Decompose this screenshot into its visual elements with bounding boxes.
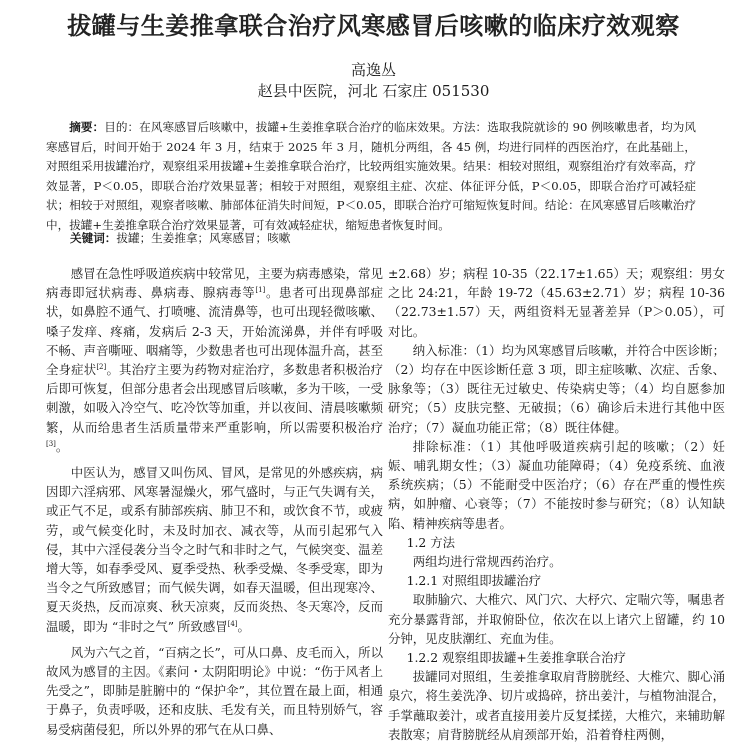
citation: [3] [46,439,56,448]
paragraph: 中医认为，感冒又叫伤风、冒风，是常见的外感疾病，病因即六淫病邪、风寒暑湿燥火，邪气盛时，与正气失调有关，或正气不足，或系有肺部疾病、肺卫不和，或饮食不节，或疲劳，或气候变化时，未及时加衣、减衣等，从而引起邪气入侵，其中六淫侵袭分当令之时气和非时之气，气候突变、温差增大等，如春季受风、夏季受热、秋季受燥、冬季受寒，即为当令之气所致感冒；而气候失调，如春天温暖，但出现寒冷、夏天炎热，反而凉爽、秋天凉爽，反而炎热、冬天寒冷，反而温暖，即为 “非时之气” 所致感冒[4]。 [46,465,383,634]
abstract-text: 目的：在风寒感冒后咳嗽中，拔罐+生姜推拿联合治疗的临床效果。方法：选取我院就诊的 90 例咳嗽患者，均为风寒感冒后，时间开始于 2024 年 3 月，结束于 2025 年 3 月，随机分两组，各 45 例，均进行同样的西医治疗，在此基础上，对照组采用拔罐治疗，观察组采用拔罐+生姜推拿联合治疗，比较两组实施效果。结果：相较对照组，观察组治疗有效率高，疗效显著，P＜0.05，即联合治疗效果显著；相较于对照组，观察组主症、次症、体征评分低，P＜0.05，即联合治疗可减轻症状；相较于对照组，观察者咳嗽、肺部体征消失时间短，P＜0.05，即联合治疗可缩短恢复时间。结论：在风寒感冒后咳嗽治疗中，拔罐+生姜推拿联合治疗效果显著，可有效减轻症状，缩短患者恢复时间。 [46,120,696,232]
exclusion-criteria: 排除标准：（1）其他呼吸道疾病引起的咳嗽；（2）妊娠、哺乳期女性；（3）凝血功能障碍；（4）免疫系统、血液系统疾病；（5）不能耐受中医治疗；（6）存在严重的慢性疾病，如肿瘤、心衰等；（7）不能按时参与研究；（8）认知缺陷、精神疾病等患者。 [388,438,725,531]
section-heading: 1.2 方法 [406,534,456,550]
paragraph: 拔罐同对照组，生姜推拿取肩背膀胱经、大椎穴、脚心涌泉穴，将生姜洗净、切片或捣碎，挤出姜汁，与植物油混合，手掌蘸取姜汁，或者直接用姜片反复揉搓，大椎穴，来辅助解表散寒；肩背膀胱经从肩颈部开始，沿着脊柱两侧， [388,669,725,742]
abstract [46,118,696,236]
keywords [70,229,690,248]
paragraph: 两组均进行常规西药治疗。 [412,554,562,570]
author-affiliation: 赵县中医院，河北 石家庄 051530 [257,82,490,100]
author-name: 高逸丛 [350,61,396,79]
keywords-label: 关键词： [70,231,117,245]
keywords-text: 拔罐；生姜推拿；风寒感冒；咳嗽 [116,231,291,245]
body-column-left [46,264,383,739]
paragraph: 感冒在急性呼吸道疾病中较常见，主要为病毒感染，常见病毒即冠状病毒、鼻病毒、腺病毒等[1]。患者可出现鼻部症状，如鼻腔不通气、打喷嚏、流清鼻等，也可出现轻微咳嗽、嗓子发痒、疼痛，发病后 2-3 天，开始流涕鼻，并伴有呼吸不畅、声音嘶哑、咽痛等，少数患者也可出现体温升高，甚至全身症状[2]。其治疗主要为药物对症治疗，多数患者积极治疗后即可恢复，但部分患者会出现感冒后咳嗽，多为干咳，一受刺激，如吸入冷空气、吃冷饮等加重，并以夜间、清晨咳嗽频繁，从而给患者生活质量带来严重影响，所以需要积极治疗[3]。 [46,266,384,454]
section-heading: 1.2.1 对照组即拔罐治疗 [406,573,542,589]
inclusion-criteria: 纳入标准：（1）均为风寒感冒后咳嗽，并符合中医诊断；（2）均存在中医诊断任意 3 项，即主症咳嗽、次症、舌象、脉象等；（3）既往无过敏史、传染病史等；（4）均自愿参加研究；（5）皮肤完整、无破损；（6）确诊后未进行其他中医治疗；（7）凝血功能正常；（8）既往体健。 [388,342,725,435]
paragraph: ±2.68）岁；病程 10-35（22.17±1.65）天；观察组：男女之比 24:21，年龄 19-72（45.63±2.71）岁；病程 10-36（22.73±1.57）天，两组资料无显著差异（P＞0.05），可对比。 [388,266,725,339]
citation: [1] [255,286,266,295]
paragraph: 风为六气之首，“百病之长”，可从口鼻、皮毛而入，所以故风为感冒的主因。《素问・太阴阳明论》中说：“伤于风者上先受之”，即肺是脏腑中的 “保护伞”，其位置在最上面，相通于鼻子，负责呼吸，还和皮肤、毛发有关，而且特别娇气，容易受病菌侵犯，所以外界的邪气在从口鼻、 [46,644,383,737]
paper-title: 拔罐与生姜推拿联合治疗风寒感冒后咳嗽的临床疗效观察 [67,12,680,40]
abstract-label: 摘要： [69,120,105,134]
citation: [4] [227,619,238,628]
body-column-right [388,264,725,744]
paragraph: 取肺腧穴、大椎穴、风门穴、大杼穴、定喘穴等，嘱患者充分暴露背部，并取俯卧位，依次在以上诸穴上留罐，约 10 分钟，见皮肤潮红、充血为佳。 [388,592,725,646]
section-heading: 1.2.2 观察组即拔罐+生姜推拿联合治疗 [406,650,626,666]
citation: [2] [96,362,107,371]
